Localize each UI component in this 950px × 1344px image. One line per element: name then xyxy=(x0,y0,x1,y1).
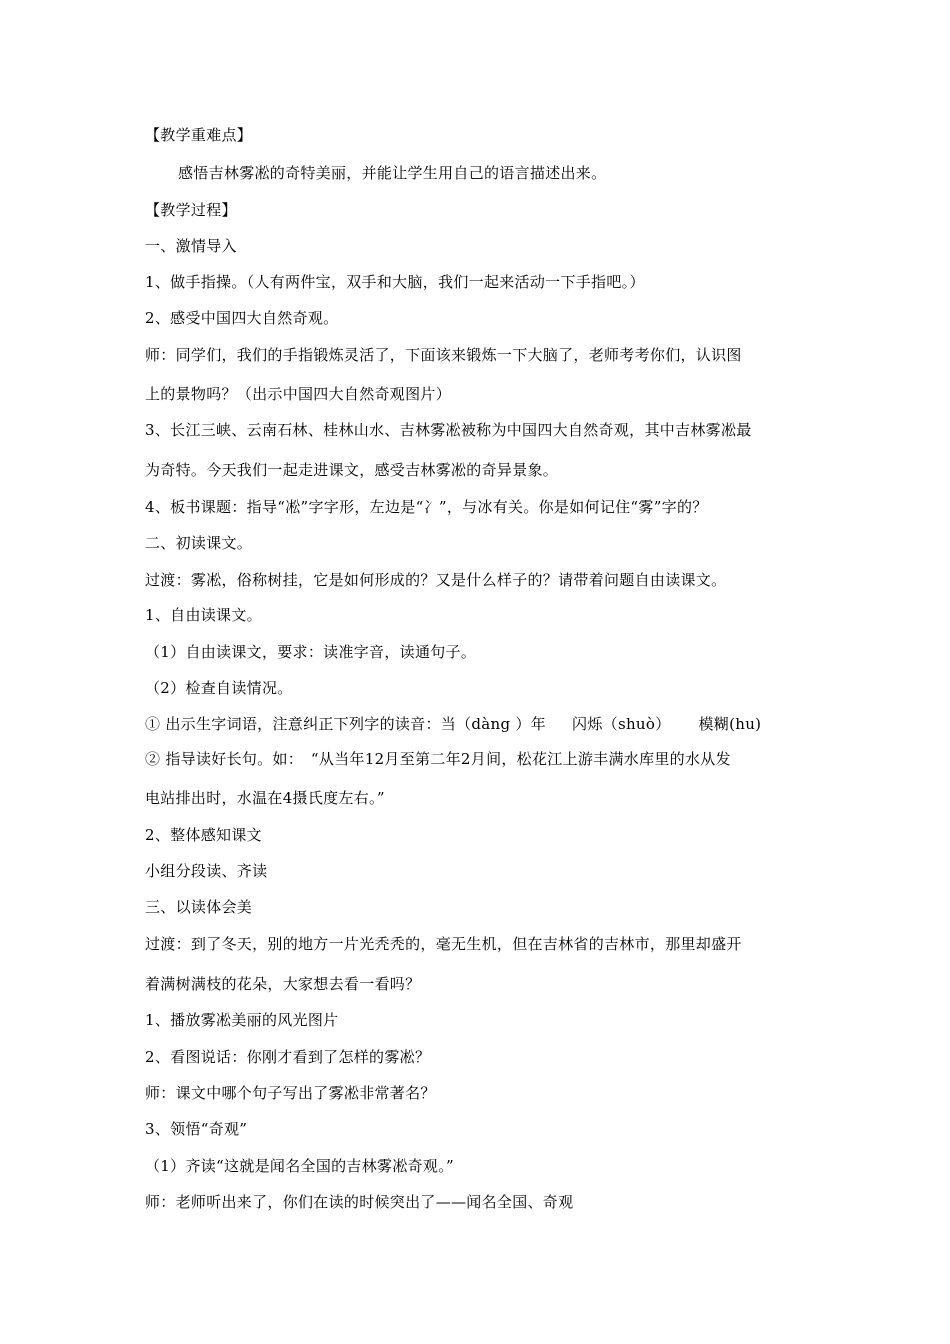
paragraph: 1、自由读课文。 xyxy=(145,606,262,624)
pronunciation-line xyxy=(145,714,761,734)
key-points-text: 感悟吉林雾凇的奇特美丽，并能让学生用自己的语言描述出来。 xyxy=(178,164,607,182)
paragraph: 上的景物吗？（出示中国四大自然奇观图片） xyxy=(145,385,452,403)
paragraph: 过渡：到了冬天，别的地方一片光秃秃的，毫无生机，但在吉林省的吉林市，那里却盛开 xyxy=(145,935,742,953)
paragraph: 3、长江三峡、云南石林、桂林山水、吉林雾凇被称为中国四大自然奇观，其中吉林雾凇最 xyxy=(145,421,752,439)
paragraph: 2、整体感知课文 xyxy=(145,826,262,844)
paragraph: 师：老师听出来了，你们在读的时候突出了——闻名全国、奇观 xyxy=(145,1193,574,1211)
pronunciation-part: 闪烁（shuò） xyxy=(572,715,671,733)
paragraph: 1、播放雾凇美丽的风光图片 xyxy=(145,1011,339,1029)
paragraph: 师：同学们，我们的手指锻炼灵活了，下面该来锻炼一下大脑了，老师考考你们，认识图 xyxy=(145,346,742,364)
pronunciation-part: 模糊(hu) xyxy=(698,715,762,733)
heading-key-points: 【教学重难点】 xyxy=(145,126,253,144)
pronunciation-part: ① 出示生字词语，注意纠正下列字的读音：当（dàng ）年 xyxy=(145,715,547,733)
heading-process: 【教学过程】 xyxy=(145,201,237,219)
paragraph: （2）检查自读情况。 xyxy=(145,679,293,697)
paragraph: （1）齐读“这就是闻名全国的吉林雾凇奇观。” xyxy=(145,1157,454,1175)
paragraph: 小组分段读、齐读 xyxy=(145,862,268,880)
paragraph: 2、感受中国四大自然奇观。 xyxy=(145,309,339,327)
paragraph: 电站排出时，水温在4摄氏度左右。” xyxy=(145,789,385,807)
paragraph: 过渡：雾凇，俗称树挂，它是如何形成的？又是什么样子的？请带着问题自由读课文。 xyxy=(145,571,727,589)
paragraph: （1）自由读课文，要求：读准字音，读通句子。 xyxy=(145,643,477,661)
section-one-title: 一、激情导入 xyxy=(145,237,237,255)
section-three-title: 三、以读体会美 xyxy=(145,898,253,916)
paragraph: 1、做手指操。（人有两件宝，双手和大脑，我们一起来活动一下手指吧。） xyxy=(145,273,645,291)
paragraph: 师：课文中哪个句子写出了雾凇非常著名？ xyxy=(145,1084,436,1102)
paragraph: 2、看图说话：你刚才看到了怎样的雾凇？ xyxy=(145,1048,431,1066)
section-two-title: 二、初读课文。 xyxy=(145,534,253,552)
paragraph: ② 指导读好长句。如： “从当年12月至第二年2月间，松花江上游丰满水库里的水从发 xyxy=(145,750,731,768)
paragraph: 3、领悟“奇观” xyxy=(145,1120,248,1138)
paragraph: 4、板书课题：指导“凇”字字形，左边是“冫”，与冰有关。你是如何记住“雾”字的？ xyxy=(145,498,708,516)
paragraph: 着满树满枝的花朵，大家想去看一看吗？ xyxy=(145,975,421,993)
paragraph: 为奇特。今天我们一起走进课文，感受吉林雾凇的奇异景象。 xyxy=(145,461,559,479)
